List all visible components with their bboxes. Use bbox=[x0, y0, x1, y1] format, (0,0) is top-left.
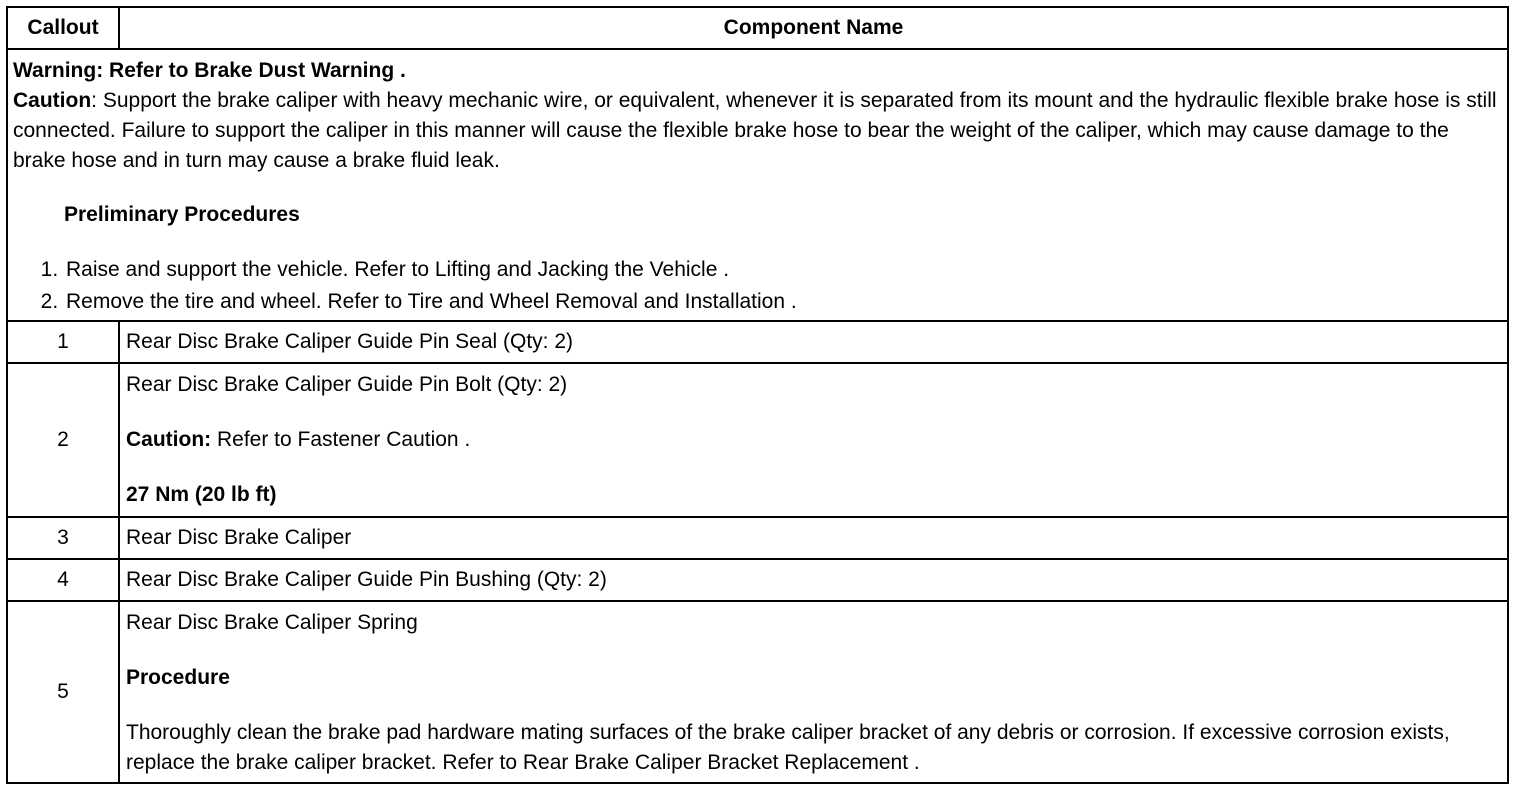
step-item: 1. Raise and support the vehicle. Refer to Lifting and Jacking the Vehicle . bbox=[64, 254, 1503, 286]
procedure-title: Procedure bbox=[126, 666, 230, 689]
component-cell: Rear Disc Brake Caliper Guide Pin Bushing (Qty: 2) bbox=[119, 559, 1508, 601]
preliminary-steps bbox=[13, 254, 1503, 318]
torque-spec: 27 Nm (20 lb ft) bbox=[126, 483, 277, 506]
caution-note bbox=[13, 86, 1503, 176]
table-row bbox=[7, 559, 1508, 601]
procedure-document bbox=[6, 6, 1506, 784]
component-cell: Rear Disc Brake Caliper Guide Pin Seal (Qty: 2) bbox=[119, 321, 1508, 363]
table-row bbox=[7, 363, 1508, 517]
component-cell bbox=[119, 601, 1508, 783]
component-name: Rear Disc Brake Caliper Spring bbox=[126, 611, 418, 634]
fastener-caution bbox=[126, 425, 1501, 455]
component-cell bbox=[119, 363, 1508, 517]
notes-cell bbox=[7, 49, 1508, 321]
table-row bbox=[7, 517, 1508, 559]
callout-cell: 3 bbox=[7, 517, 119, 559]
step-item: 2. Remove the tire and wheel. Refer to Tire and Wheel Removal and Installation . bbox=[64, 286, 1503, 318]
caution-text: Refer to Fastener Caution . bbox=[211, 428, 471, 451]
callout-cell: 5 bbox=[7, 601, 119, 783]
procedure-text: Thoroughly clean the brake pad hardware mating surfaces of the brake caliper bracket of any debris or corrosion. If excessive corrosion exists, replace the brake caliper bracket. Refer to Rear Brake Caliper Bracket Replacement . bbox=[126, 721, 1450, 774]
preliminary-procedures-title: Preliminary Procedures bbox=[64, 203, 300, 226]
callout-cell: 2 bbox=[7, 363, 119, 517]
notes-row bbox=[7, 49, 1508, 321]
component-name: Rear Disc Brake Caliper Guide Pin Bolt (Qty: 2) bbox=[126, 373, 568, 396]
warning-note bbox=[13, 56, 1503, 86]
table-row bbox=[7, 321, 1508, 363]
caution-label: Caution: bbox=[126, 428, 212, 451]
callout-cell: 4 bbox=[7, 559, 119, 601]
component-name-header: Component Name bbox=[119, 7, 1508, 49]
table-row bbox=[7, 601, 1508, 783]
caution-label: Caution bbox=[13, 89, 92, 112]
caution-text: : Support the brake caliper with heavy mechanic wire, or equivalent, whenever it is separated from its mount and the hydraulic flexible brake hose is still connected. Failure to support the caliper in this manner will cause the flexible brake hose to bear the weight of the caliper, which may cause damage to the brake hose and in turn may cause a brake fluid leak. bbox=[13, 89, 1497, 172]
warning-text: Refer to Brake Dust Warning . bbox=[103, 59, 406, 82]
header-row bbox=[7, 7, 1508, 49]
callout-header: Callout bbox=[7, 7, 119, 49]
callout-cell: 1 bbox=[7, 321, 119, 363]
warning-label: Warning: bbox=[13, 59, 104, 82]
component-table bbox=[6, 6, 1509, 784]
component-cell: Rear Disc Brake Caliper bbox=[119, 517, 1508, 559]
